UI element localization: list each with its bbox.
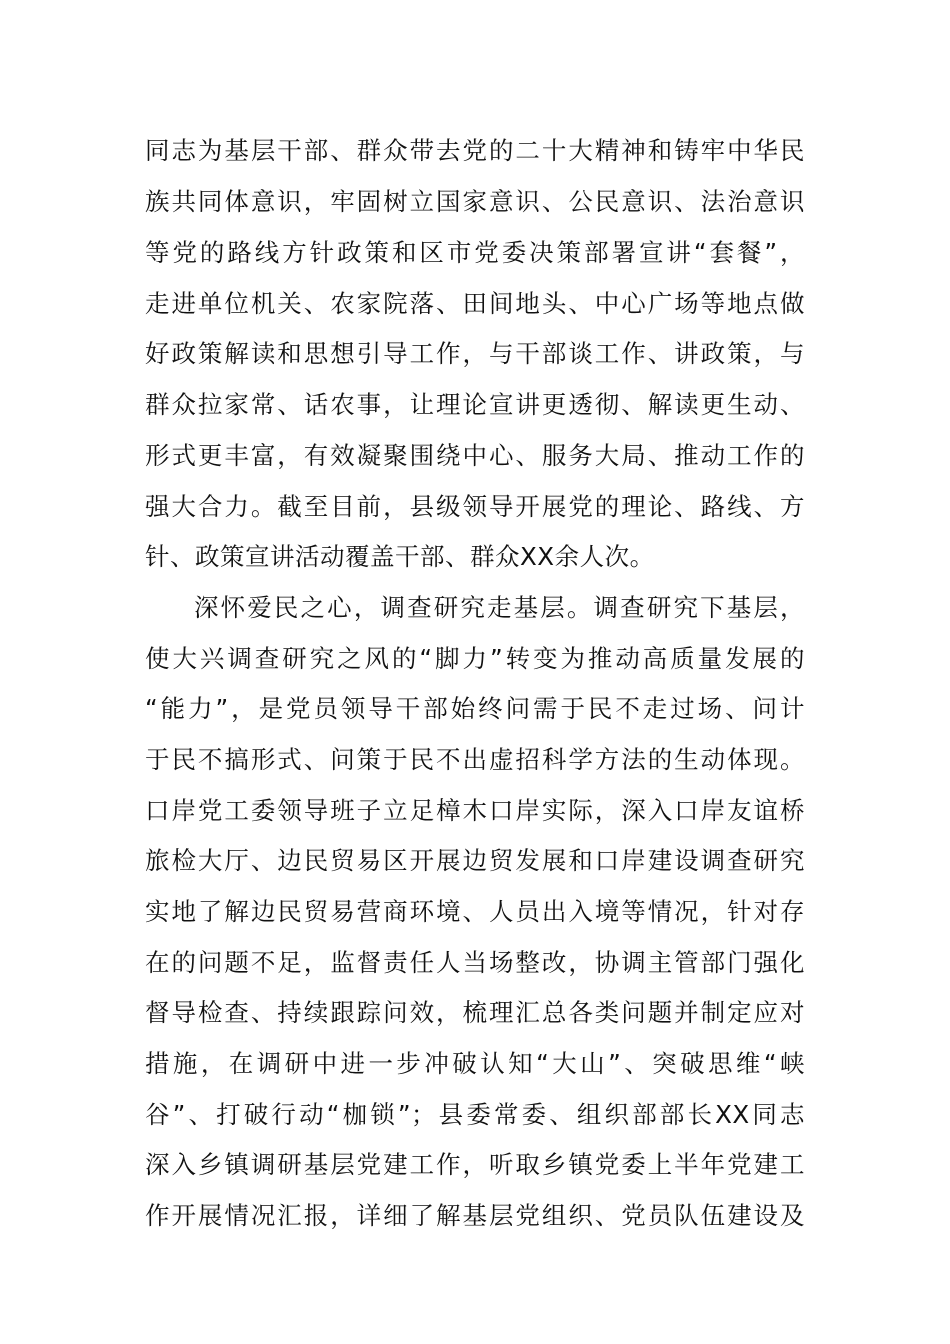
text-line: 口岸党工委领导班子立足樟木口岸实际，深入口岸友谊桥 <box>145 796 805 825</box>
text-line: 群众拉家常、话农事，让理论宣讲更透彻、解读更生动、 <box>145 390 805 419</box>
text-line: 强大合力。截至目前，县级领导开展党的理论、路线、方 <box>145 492 805 521</box>
text-line: 族共同体意识，牢固树立国家意识、公民意识、法治意识 <box>145 187 805 216</box>
text-line: 在的问题不足，监督责任人当场整改，协调主管部门强化 <box>145 948 805 977</box>
text-line: “能力”，是党员领导干部始终问需于民不走过场、问计 <box>145 694 805 723</box>
text-line: 等党的路线方针政策和区市党委决策部署宣讲“套餐”， <box>145 238 805 267</box>
text-line: 深入乡镇调研基层党建工作，听取乡镇党委上半年党建工 <box>145 1150 805 1179</box>
text-line: 措施，在调研中进一步冲破认知“大山”、突破思维“峡 <box>145 1049 805 1078</box>
text-line: 作开展情况汇报，详细了解基层党组织、党员队伍建设及 <box>145 1201 805 1230</box>
text-line: 督导检查、持续跟踪问效，梳理汇总各类问题并制定应对 <box>145 998 805 1027</box>
text-line: 旅检大厅、边民贸易区开展边贸发展和口岸建设调查研究 <box>145 846 805 875</box>
text-line: 使大兴调查研究之风的“脚力”转变为推动高质量发展的 <box>145 644 805 673</box>
text-line: 同志为基层干部、群众带去党的二十大精神和铸牢中华民 <box>145 136 805 165</box>
text-line: 形式更丰富，有效凝聚围绕中心、服务大局、推动工作的 <box>145 441 805 470</box>
text-line: 于民不搞形式、问策于民不出虚招科学方法的生动体现。 <box>145 745 805 774</box>
text-line: 针、政策宣讲活动覆盖干部、群众XX余人次。 <box>145 542 655 571</box>
text-line: 深怀爱民之心，调查研究走基层。调查研究下基层， <box>194 593 805 622</box>
text-line: 走进单位机关、农家院落、田间地头、中心广场等地点做 <box>145 289 805 318</box>
text-line: 实地了解边民贸易营商环境、人员出入境等情况，针对存 <box>145 897 805 926</box>
text-line: 好政策解读和思想引导工作，与干部谈工作、讲政策，与 <box>145 339 805 368</box>
text-line: 谷”、打破行动“枷锁”；县委常委、组织部部长XX同志 <box>145 1100 805 1129</box>
